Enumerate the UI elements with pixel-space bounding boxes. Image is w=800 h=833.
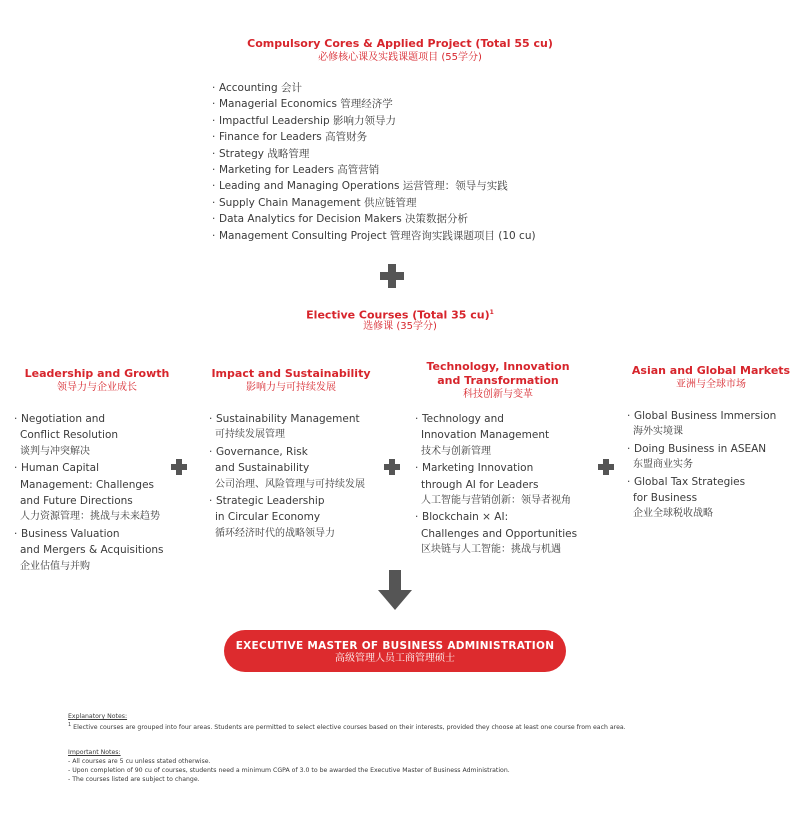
core-course-item: · Data Analytics for Decision Makers 决策数据分析	[212, 213, 469, 226]
list-item: · Technology and	[415, 413, 504, 425]
core-course-item: · Strategy 战略管理	[212, 147, 310, 160]
area-header-asian: Asian and Global Markets 亚洲与全球市场	[631, 364, 791, 390]
area-header-leadership: Leadership and Growth 领导力与企业成长	[24, 367, 170, 393]
core-course-item: · Leading and Managing Operations 运营管理：领导与实践	[212, 180, 508, 193]
list-item: · Strategic Leadership	[209, 495, 325, 508]
plus-icon	[380, 264, 404, 288]
elective-subtitle: 选修课 (35学分)	[363, 321, 437, 332]
elective-title: Elective Courses (Total 35 cu)$^1$	[306, 308, 494, 322]
area-list-leadership: · Negotiation and Conflict Resolution 谈判与冲突解决 · Human Capital Management: Challenges and Future Directions 人力资源管理：挑战与未来趋势 · Business Valuation and Mergers & Acquisitions 企业估值与并购	[14, 413, 164, 572]
list-item: · Doing Business in ASEAN	[627, 442, 767, 455]
area-list-asian: · Global Business Immersion 海外实境课 · Doing Business in ASEAN 东盟商业实务 · Global Tax Strategies for Business 企业全球税收战略	[627, 410, 777, 520]
core-course-item: · Managerial Economics 管理经济学	[212, 98, 393, 111]
list-item: · Global Tax Strategies	[627, 475, 746, 488]
core-course-item: · Supply Chain Management 供应链管理	[212, 196, 417, 209]
note-item: - All courses are 5 cu unless stated otherwise.	[68, 758, 211, 765]
core-title: Compulsory Cores & Applied Project (Total 55 cu)	[247, 37, 553, 50]
core-course-item: · Impactful Leadership 影响力领导力	[212, 114, 396, 127]
explanatory-notes: Explanatory Notes: $^1$ Elective courses are grouped into four areas. Students are permitted to select elective courses based on their interests, provided they choose at least one course from each area.	[68, 713, 626, 732]
list-item: · Sustainability Management	[209, 413, 360, 425]
degree-badge: EXECUTIVE MASTER OF BUSINESS ADMINISTRATION 高级管理人员工商管理硕士	[224, 630, 566, 672]
list-item: · Global Business Immersion	[627, 410, 777, 422]
important-notes: Important Notes: - All courses are 5 cu unless stated otherwise. - Upon completion of 90 cu of courses, students need a minimum CGPA of 3.0 to be awarded the Executive Master of Business Administration. - The courses listed are subject to change.	[68, 749, 510, 783]
list-item: · Negotiation and	[14, 413, 106, 425]
down-arrow-icon	[378, 570, 412, 610]
area-header-impact: Impact and Sustainability 影响力与可持续发展	[211, 367, 371, 393]
plus-icon	[598, 459, 614, 475]
list-item: · Business Valuation	[14, 527, 120, 540]
area-list-impact: · Sustainability Management 可持续发展管理 · Governance, Risk and Sustainability 公司治理、风险管理与可持续发展 · Strategic Leadership in Circular Economy 循环经济时代的战略领导力	[209, 413, 365, 539]
note-item: - The courses listed are subject to change.	[68, 776, 200, 783]
list-item: · Governance, Risk	[209, 445, 308, 458]
core-course-item: · Finance for Leaders 高管财务	[212, 131, 368, 144]
list-item: · Human Capital	[14, 462, 100, 475]
core-course-item: · Management Consulting Project 管理咨询实践课题项目 (10 cu)	[212, 229, 536, 242]
note-item: - Upon completion of 90 cu of courses, students need a minimum CGPA of 3.0 to be awarded the Executive Master of Business Administration.	[68, 767, 510, 774]
area-list-technology: · Technology and Innovation Management 技术与创新管理 · Marketing Innovation through AI for Leaders 人工智能与营销创新：领导者视角 · Blockchain × AI: Challenges and Opportunities 区块链与人工智能：挑战与机遇	[415, 413, 578, 556]
plus-icon	[171, 459, 187, 475]
core-course-list	[212, 80, 536, 244]
core-subtitle: 必修核心课及实践课题项目 (55学分)	[318, 52, 482, 63]
list-item: · Blockchain × AI:	[415, 511, 509, 524]
area-header-technology: Technology, Innovation and Transformation 科技创新与变革	[426, 360, 570, 400]
plus-icon	[384, 459, 400, 475]
list-item: · Marketing Innovation	[415, 462, 534, 475]
core-course-item: · Accounting 会计	[212, 82, 302, 94]
core-course-item: · Marketing for Leaders 高管营销	[212, 164, 380, 177]
